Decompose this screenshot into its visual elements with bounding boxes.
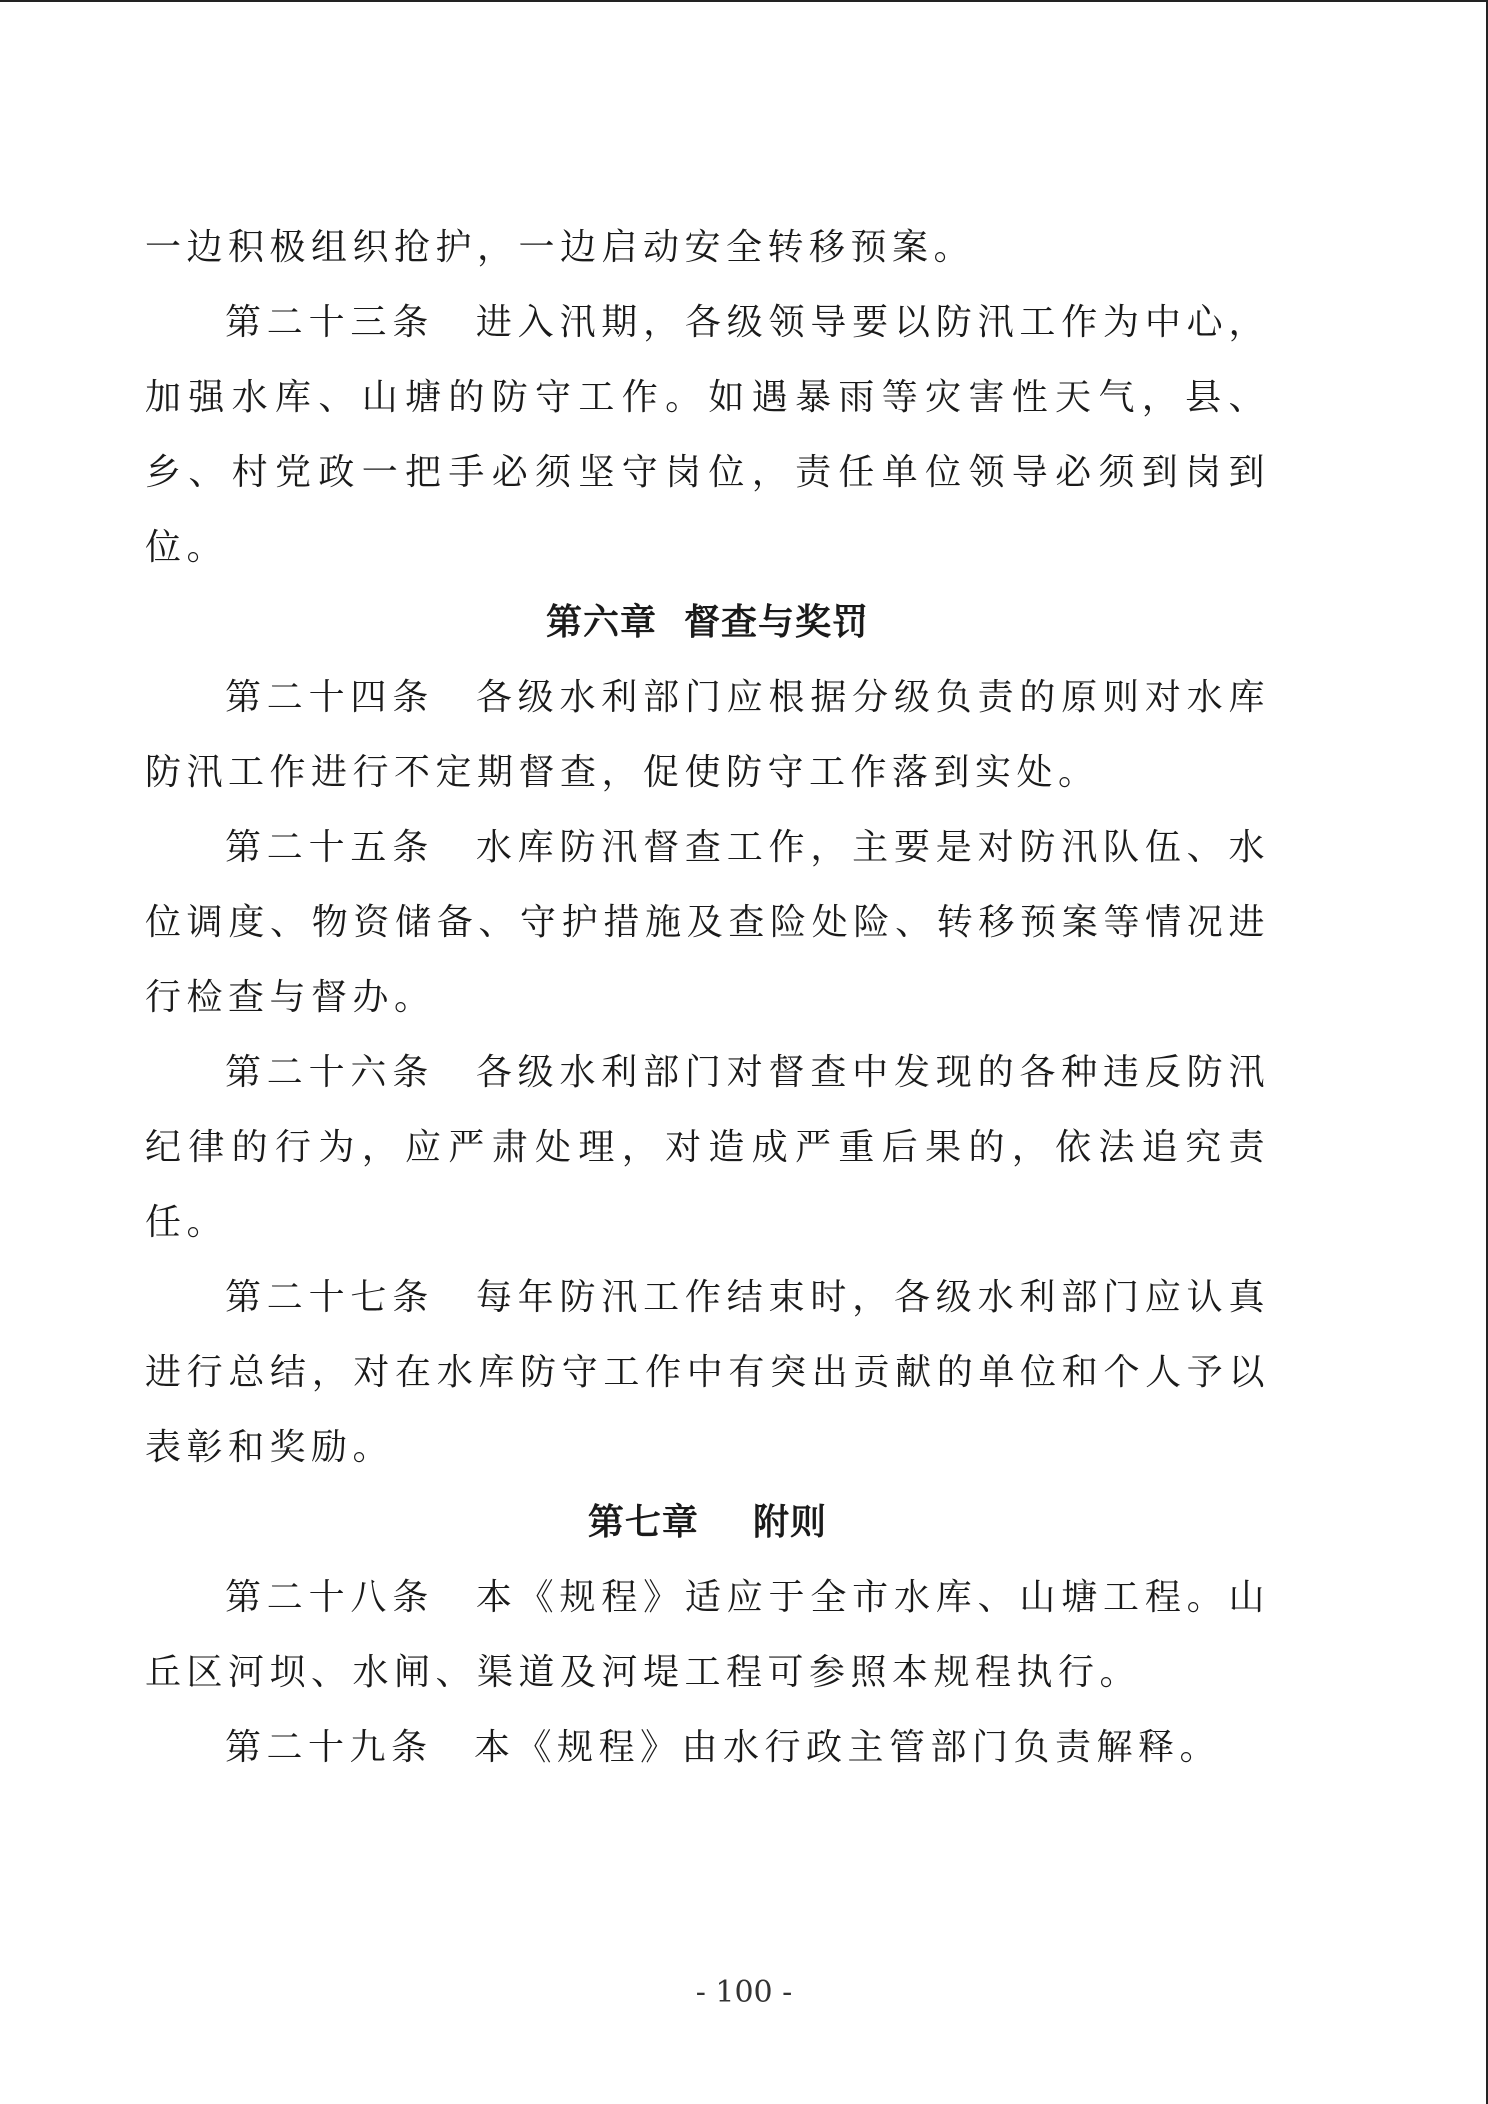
article-29: 第二十九条 本《规程》由水行政主管部门负责解释。 bbox=[225, 1727, 1222, 1768]
article-26: 第二十六条 各级水利部门对督查中发现的各种违反防汛纪律的行为，应严肃处理，对造成严重后果的，依法追究责任。 bbox=[145, 1052, 1270, 1243]
article-27: 第二十七条 每年防汛工作结束时，各级水利部门应认真进行总结，对在水库防守工作中有突出贡献的单位和个人予以表彰和奖励。 bbox=[145, 1277, 1270, 1468]
article-24: 第二十四条 各级水利部门应根据分级负责的原则对水库防汛工作进行不定期督查，促使防守工作落到实处。 bbox=[145, 677, 1270, 793]
chapter-6-heading: 第六章 督查与奖罚 bbox=[545, 602, 870, 643]
chapter-7-heading: 第七章 附则 bbox=[587, 1502, 828, 1543]
page-border-top bbox=[0, 0, 1488, 2]
paragraph-continuation: 一边积极组织抢护，一边启动安全转移预案。 bbox=[145, 227, 976, 268]
article-28: 第二十八条 本《规程》适应于全市水库、山塘工程。山丘区河坝、水闸、渠道及河堤工程可参照本规程执行。 bbox=[145, 1577, 1270, 1693]
article-25: 第二十五条 水库防汛督查工作，主要是对防汛队伍、水位调度、物资储备、守护措施及查险处险、转移预案等情况进行检查与督办。 bbox=[145, 827, 1270, 1018]
page-number: - 100 - bbox=[695, 1975, 793, 2010]
article-23: 第二十三条 进入汛期，各级领导要以防汛工作为中心，加强水库、山塘的防守工作。如遇暴雨等灾害性天气，县、乡、村党政一把手必须坚守岗位，责任单位领导必须到岗到位。 bbox=[145, 302, 1270, 568]
document-body bbox=[145, 210, 1270, 1785]
